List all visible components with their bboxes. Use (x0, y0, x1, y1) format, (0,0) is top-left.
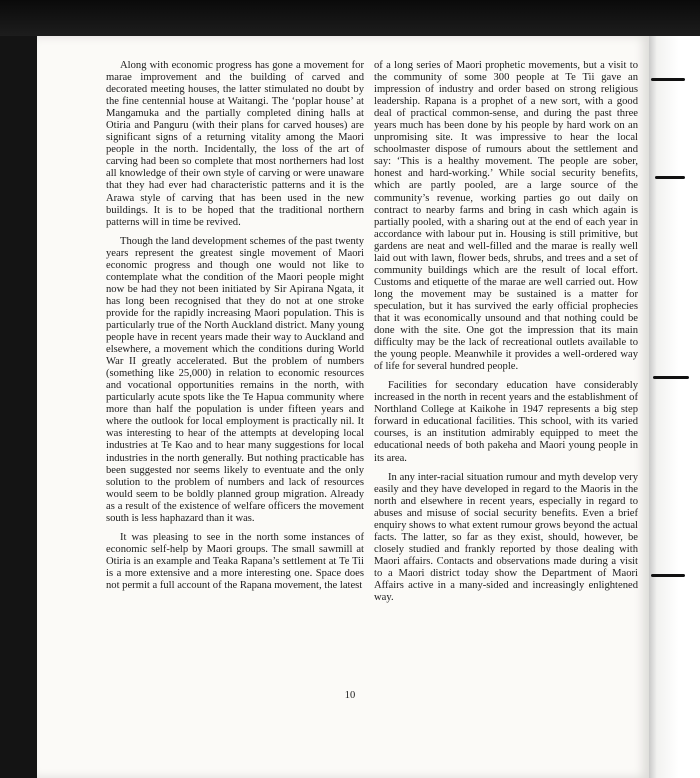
paragraph-rapana-continued: of a long series of Maori prophetic movements, but a visit to the community of some 300 people at Te Tii gave an impression of industry and order based on strong religious leadership. Rapana is a prophet of a new sort, with a good deal of practical common-sense, and during the past three years much has been done by his people by hard work on an unpromising site. It was impressive to hear the local schoolmaster dispose of rumours about the settlement and say: ‘This is a healthy movement. The people are sober, honest and hard-working.’ While social security benefits, which are partly pooled, are a large source of the community’s revenue, working parties go out daily on contract to nearby farms and bring in cash which again is partially pooled, with a sharing out at the end of each year in accordance with labour put in. Housing is still primitive, but gardens are neat and well-filled and the marae is really well laid out with lawn, flower beds, shrubs, and trees and a set of community buildings which are the result of local effort. Customs and etiquette of the marae are well carried out. How long the movement may be sustained is a matter for speculation, but it has survived the early official prophecies that it was economically unsound and that nothing could be done with the site. One got the impression that its main difficulty may be the lack of recreational outlets available to the young people. Meanwhile it provides a well-ordered way of life for several hundred people. (374, 60, 638, 373)
paragraph-self-help: It was pleasing to see in the north some instances of economic self-help by Maori groups. The small sawmill at Otiria is an example and Teaka Rapana’s settlement at Te Tii is a more extensive and a more interesting one. Space does not permit a full account of the Rapana movement, the latest (106, 531, 364, 591)
paragraph-rumour-myth: In any inter-racial situation rumour and myth develop very easily and they have developed in regard to the Maoris in the north and elsewhere in recent years, especially in regard to abuses and misuse of social security benefits. Even a brief enquiry shows to what extent rumour grows beyond the actual facts. The latter, so far as they exist, should, however, be closely studied and frankly reported by those dealing with Maori affairs. Contacts and observations made during a visit to a Maori district today show the Department of Maori Affairs active in a many-sided and increasingly enlightened way. (374, 471, 638, 604)
left-column (106, 60, 364, 599)
scanner-top-border (0, 0, 700, 36)
edge-mark (651, 78, 685, 81)
right-column (374, 60, 638, 611)
paragraph-land-development: Though the land development schemes of the past twenty years represent the greatest single movement of Maori economic progress and though one would not like to contemplate what the condition of the Maori people might now be had they not been initiated by Sir Apirana Ngata, it has long been recognised that they do not at one stroke provide for the rapidly increasing Maori population. This is particularly true of the North Auckland district. Many young people have in recent years made their way to Auckland and elsewhere, a movement which the conditions during World War II greatly accelerated. But the problem of numbers (something like 25,000) in relation to economic resources and vocational opportunities remains in the north, with particularly acute spots like the Te Hapua community where more than half the population is under fifteen years and where the outlook for local employment is practically nil. It was interesting to hear of the attempts at developing local industries at Te Kao and to hear many suggestions for local industries in the north generally. But nothing practicable has been suggested nor seems likely to eventuate and the only solution to the problem of numbers and lack of resources would seem to be boldly planned group migration. Already as a result of the existence of welfare officers the movement south is less haphazard than it was. (106, 235, 364, 524)
paragraph-marae-movement: Along with economic progress has gone a movement for marae improvement and the building of carved and decorated meeting houses, the latter stimulated no doubt by the fine centennial house at Waitangi. The ‘poplar house’ at Mangamuka and the partially completed dining halls at Otiria and Panguru (with their plans for carved houses) are significant signs of a returning vitality among the Maori people in the north. Incidentally, the loss of the art of carving had been so complete that most northerners had lost all knowledge of their own style of carving or were unaware that they had ever had characteristic patterns and it is the Arawa style of carving that has been used in the new buildings. It is to be hoped that the traditional northern patterns will in time be revived. (106, 60, 364, 228)
edge-mark (651, 574, 685, 577)
edge-mark (653, 376, 689, 379)
page-number: 10 (344, 690, 356, 701)
paragraph-secondary-education: Facilities for secondary education have considerably increased in the north in recent years and the establishment of Northland College at Kaikohe in 1947 represents a big step forward in educational facilities. This school, with its varied courses, is an institution admirably equipped to meet the educational needs of both pakeha and Maori young people in its area. (374, 380, 638, 464)
page-edge-strip (649, 36, 700, 778)
edge-mark (655, 176, 685, 179)
